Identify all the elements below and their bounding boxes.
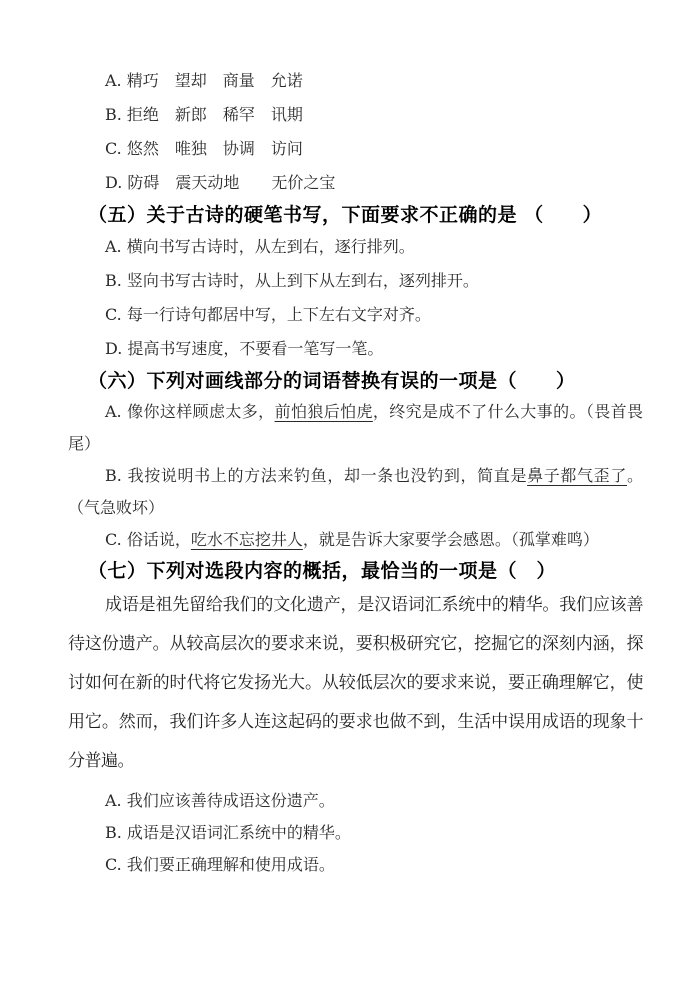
question-4-options	[68, 64, 643, 200]
q6-option-b	[68, 460, 643, 524]
q6-option-a-post: ，终究是成不了什么大事的。（畏首畏尾）	[68, 402, 643, 453]
q5-option-b: B. 竖向书写古诗时，从上到下从左到右，逐列排开。	[105, 271, 479, 290]
underlined-phrase: 吃水不忘挖井人	[190, 530, 303, 549]
question-7-heading: （七）下列对选段内容的概括，最恰当的一项是（ ）	[88, 560, 557, 582]
q5-option-c: C. 每一行诗句都居中写，上下左右文字对齐。	[105, 305, 431, 324]
question-6	[68, 366, 643, 556]
underlined-phrase: 前怕狼后怕虎	[274, 402, 373, 421]
question-5-heading: （五）关于古诗的硬笔书写，下面要求不正确的是 （ ）	[88, 204, 603, 226]
q5-option-a: A. 横向书写古诗时，从左到右，逐行排列。	[105, 237, 415, 256]
q6-option-a-pre: A. 像你这样顾虑太多，	[105, 402, 275, 421]
reading-passage: 成语是祖先留给我们的文化遗产，是汉语词汇系统中的精华。我们应该善待这份遗产。从较高层次的要求来说，要积极研究它，挖掘它的深刻内涵，探讨如何在新的时代将它发扬光大。从较低层次的要求来说，要正确理解它，使用它。然而，我们许多人连这起码的要求也做不到，生活中误用成语的现象十分普遍。	[68, 595, 643, 771]
q7-option-b: B. 成语是汉语词汇系统中的精华。	[105, 823, 351, 842]
q6-option-c	[68, 524, 643, 556]
question-7	[68, 556, 643, 881]
q4-option-b: B. 拒绝 新郎 稀罕 讯期	[105, 105, 303, 124]
question-5	[68, 200, 643, 366]
q6-option-a	[68, 396, 643, 460]
underlined-phrase: 鼻子都气歪了	[527, 466, 627, 485]
q7-option-c: C. 我们要正确理解和使用成语。	[105, 855, 335, 874]
q6-option-b-post: 。（气急败坏）	[68, 466, 643, 517]
q6-option-c-pre: C. 俗话说，	[105, 530, 191, 549]
q6-option-b-pre: B. 我按说明书上的方法来钓鱼，却一条也没钓到，简直是	[105, 466, 528, 485]
q4-option-c: C. 悠然 唯独 协调 访问	[105, 139, 303, 158]
question-7-options	[68, 785, 643, 881]
question-6-heading: （六）下列对画线部分的词语替换有误的一项是（ ）	[88, 370, 576, 392]
q5-option-d: D. 提高书写速度，不要看一笔写一笔。	[105, 339, 384, 358]
q4-option-d: D. 防碍 震天动地 无价之宝	[105, 173, 336, 192]
q6-option-c-post: ，就是告诉大家要学会感恩。（孤掌难鸣）	[302, 530, 599, 549]
q4-option-a: A. 精巧 望却 商量 允诺	[105, 71, 303, 90]
q7-option-a: A. 我们应该善待成语这份遗产。	[105, 791, 335, 810]
